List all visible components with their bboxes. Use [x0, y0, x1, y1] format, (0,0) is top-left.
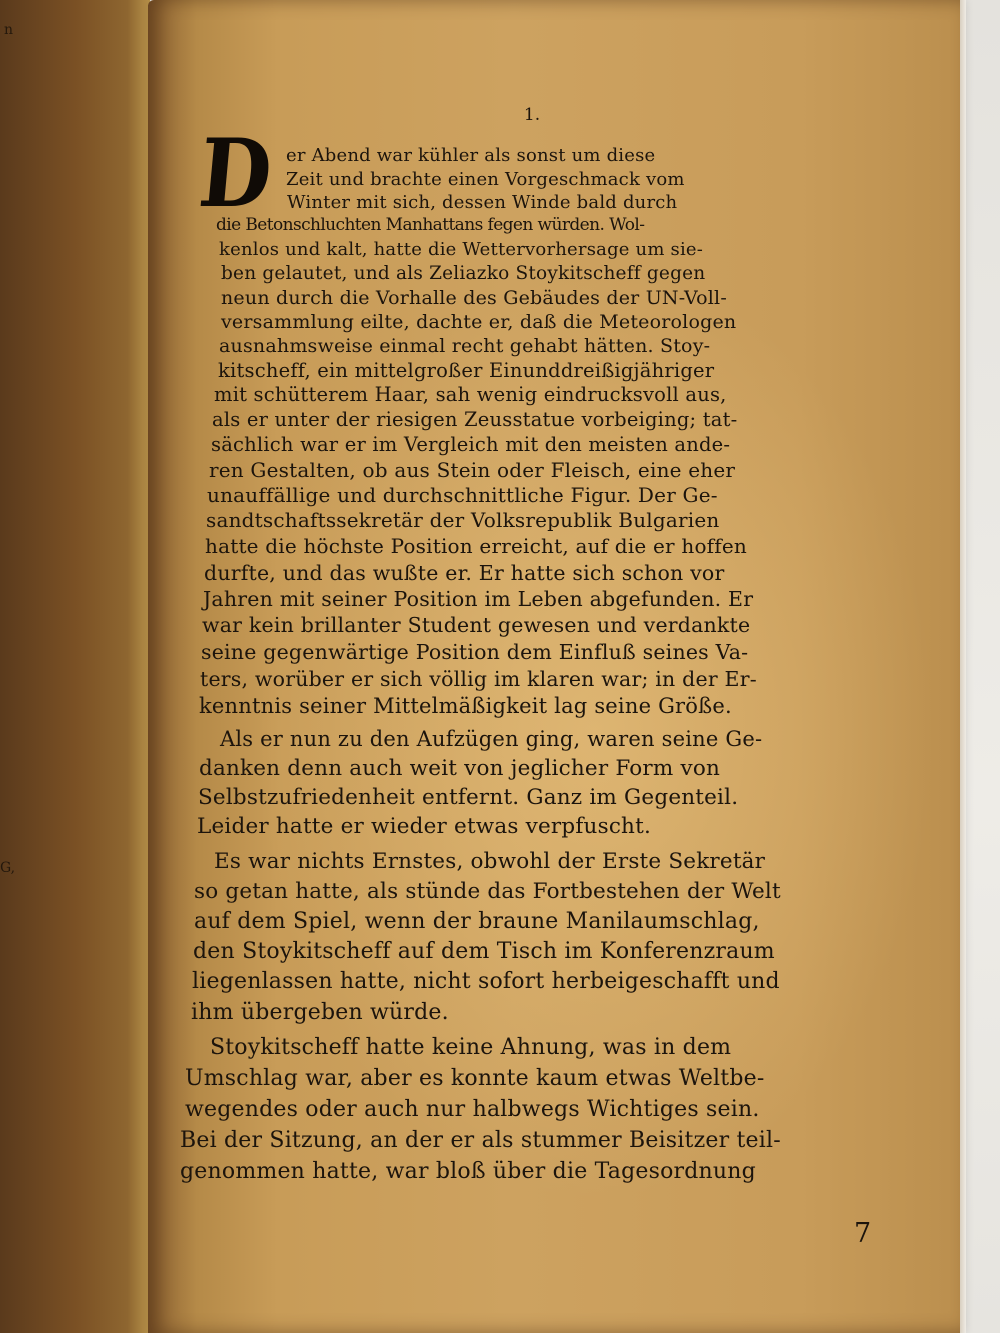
text-line: kitscheff, ein mittelgroßer Einunddreißigjähriger — [218, 359, 715, 382]
text-line: sächlich war er im Vergleich mit den meisten ande- — [211, 433, 731, 456]
text-line: als er unter der riesigen Zeusstatue vorbeiging; tat- — [212, 408, 738, 431]
page-edge — [960, 0, 966, 1333]
text-line: ihm übergeben würde. — [191, 1000, 449, 1025]
drop-cap: D — [194, 119, 277, 229]
chapter-number: 1. — [523, 105, 541, 125]
text-line: unauffällige und durchschnittliche Figur. Der Ge- — [207, 483, 718, 507]
text-line: so getan hatte, als stünde das Fortbestehen der Welt — [194, 879, 781, 904]
text-line: versammlung eilte, dachte er, daß die Meteorologen — [221, 311, 737, 333]
book-page — [148, 0, 960, 1333]
text-line: ren Gestalten, ob aus Stein oder Fleisch, eine eher — [209, 458, 736, 482]
text-line: ben gelautet, und als Zeliazko Stoykitscheff gegen — [221, 263, 706, 284]
text-line: Selbstzufriedenheit entfernt. Ganz im Gegenteil. — [198, 785, 739, 810]
left-page-mark: n — [4, 22, 14, 38]
text-line: ausnahmsweise einmal recht gehabt hätten. Stoy- — [219, 335, 711, 357]
text-line: ters, worüber er sich völlig im klaren war; in der Er- — [200, 667, 757, 691]
text-line: danken denn auch weit von jeglicher Form von — [199, 756, 721, 781]
text-line: Bei der Sitzung, an der er als stummer Beisitzer teil- — [180, 1128, 781, 1153]
text-line: Stoykitscheff hatte keine Ahnung, was in dem — [210, 1035, 732, 1060]
text-line: kenntnis seiner Mittelmäßigkeit lag seine Größe. — [199, 694, 732, 718]
text-line: die Betonschluchten Manhattans fegen würden. Wol- — [216, 215, 645, 235]
text-line: Als er nun zu den Aufzügen ging, waren seine Ge- — [220, 727, 763, 751]
text-line: Leider hatte er wieder etwas verpfuscht. — [197, 814, 651, 839]
left-page-edge — [0, 0, 150, 1333]
text-line: liegenlassen hatte, nicht sofort herbeigeschafft und — [192, 969, 780, 994]
text-line: wegendes oder auch nur halbwegs Wichtiges sein. — [185, 1097, 760, 1122]
text-line: Zeit und brachte einen Vorgeschmack vom — [286, 169, 685, 190]
text-line: er Abend war kühler als sonst um diese — [286, 145, 656, 166]
text-line: auf dem Spiel, wenn der braune Manilaumschlag, — [194, 909, 760, 934]
text-line: Es war nichts Ernstes, obwohl der Erste Sekretär — [214, 849, 766, 874]
text-line: Umschlag war, aber es konnte kaum etwas Weltbe- — [185, 1066, 765, 1091]
text-line: Winter mit sich, dessen Winde bald durch — [287, 192, 678, 213]
text-line: mit schütterem Haar, sah wenig eindrucksvoll aus, — [214, 383, 727, 406]
text-line: genommen hatte, war bloß über die Tagesordnung — [180, 1159, 756, 1184]
page-number: 7 — [854, 1218, 872, 1249]
text-line: durfte, und das wußte er. Er hatte sich schon vor — [204, 561, 725, 585]
text-line: war kein brillanter Student gewesen und verdankte — [202, 613, 751, 637]
text-line: kenlos und kalt, hatte die Wettervorhersage um sie- — [219, 239, 704, 260]
text-line: hatte die höchste Position erreicht, auf die er hoffen — [205, 534, 748, 558]
text-line: Jahren mit seiner Position im Leben abgefunden. Er — [203, 587, 754, 611]
text-line: neun durch die Vorhalle des Gebäudes der UN-Voll- — [221, 287, 727, 309]
left-page-mark: G, — [0, 860, 16, 876]
text-line: seine gegenwärtige Position dem Einfluß seines Va- — [201, 640, 749, 664]
text-line: den Stoykitscheff auf dem Tisch im Konferenzraum — [193, 939, 775, 964]
text-line: sandtschaftssekretär der Volksrepublik Bulgarien — [206, 508, 720, 532]
